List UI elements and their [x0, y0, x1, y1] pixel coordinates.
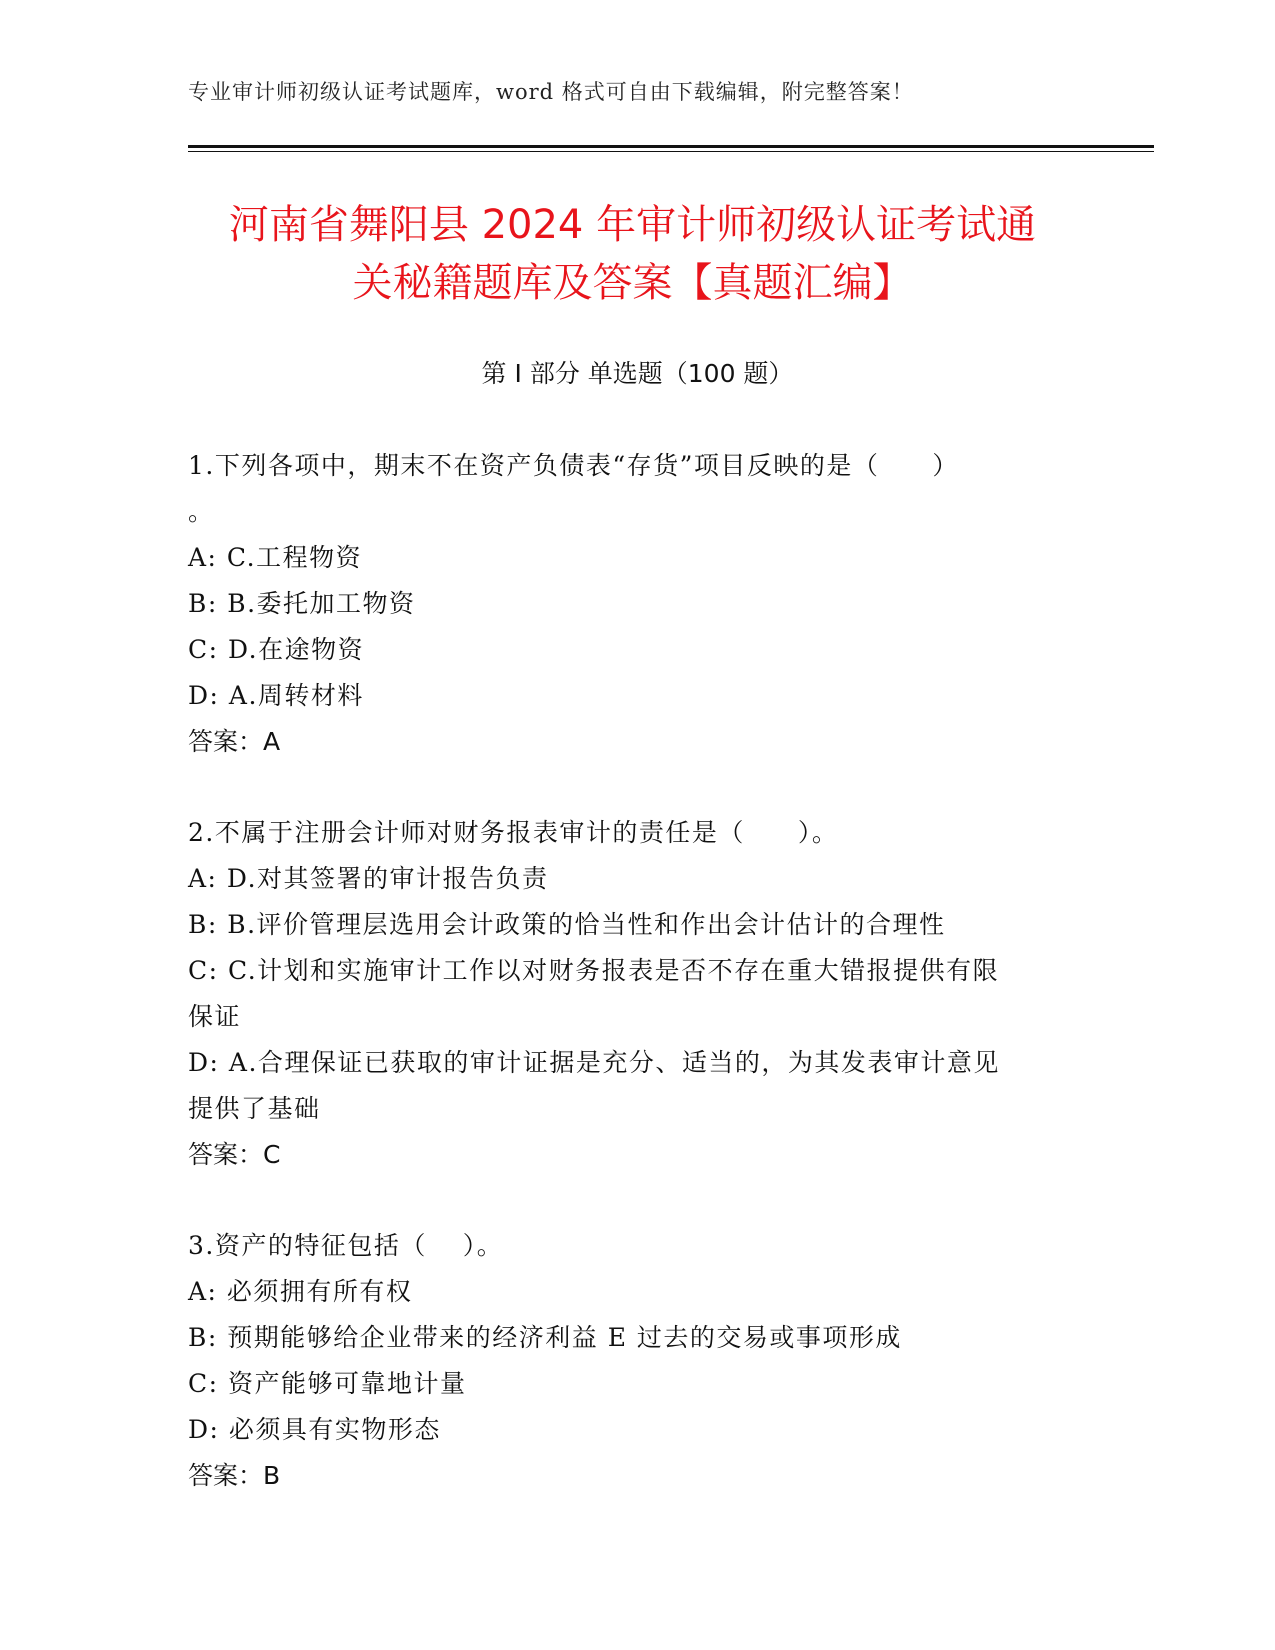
answer: 答案：C [188, 1140, 281, 1169]
question-stem [188, 443, 1088, 535]
section-title: 第 I 部分 单选题（100 题） [481, 359, 794, 388]
option-d [188, 1040, 1088, 1132]
option-a: A: D.对其签署的审计报告负责 [188, 864, 549, 893]
document-title-line1: 河南省舞阳县 2024 年审计师初级认证考试通 [228, 202, 1037, 248]
option-text: D: A.合理保证已获取的审计证据是充分、适当的，为其发表审计意见 [188, 1048, 1000, 1077]
header-rule-thick [188, 145, 1154, 148]
header-note: 专业审计师初级认证考试题库，word 格式可自由下载编辑，附完整答案！ [188, 80, 914, 104]
question-stem-text: 1.下列各项中，期末不在资产负债表“存货”项目反映的是（ ） [188, 451, 959, 480]
option-a: A: 必须拥有所有权 [188, 1277, 413, 1306]
question-stem-continuation: 。 [188, 497, 215, 526]
option-text-continuation: 提供了基础 [188, 1094, 321, 1123]
option-d: D: 必须具有实物形态 [188, 1415, 441, 1444]
document-title [180, 196, 1085, 312]
option-b: B: B.评价管理层选用会计政策的恰当性和作出会计估计的合理性 [188, 910, 946, 939]
question-3 [188, 1223, 1088, 1499]
question-2 [188, 810, 1088, 1178]
option-b: B: B.委托加工物资 [188, 589, 416, 618]
option-c: C: D.在途物资 [188, 635, 365, 664]
option-c: C: 资产能够可靠地计量 [188, 1369, 467, 1398]
question-stem: 3.资产的特征包括（ ）。 [188, 1231, 504, 1260]
question-list [188, 443, 1088, 1544]
option-c [188, 948, 1088, 1040]
option-a: A: C.工程物资 [188, 543, 363, 572]
option-d: D: A.周转材料 [188, 681, 364, 710]
answer: 答案：B [188, 1461, 281, 1490]
answer: 答案：A [188, 727, 281, 756]
question-1 [188, 443, 1088, 765]
document-title-line2: 关秘籍题库及答案【真题汇编】 [352, 260, 913, 306]
header-rule-thin [188, 151, 1154, 152]
option-text: C: C.计划和实施审计工作以对财务报表是否不存在重大错报提供有限 [188, 956, 1000, 985]
question-stem: 2.不属于注册会计师对财务报表审计的责任是（ ）。 [188, 818, 839, 847]
option-b: B: 预期能够给企业带来的经济利益 E 过去的交易或事项形成 [188, 1323, 902, 1352]
option-text-continuation: 保证 [188, 1002, 242, 1031]
